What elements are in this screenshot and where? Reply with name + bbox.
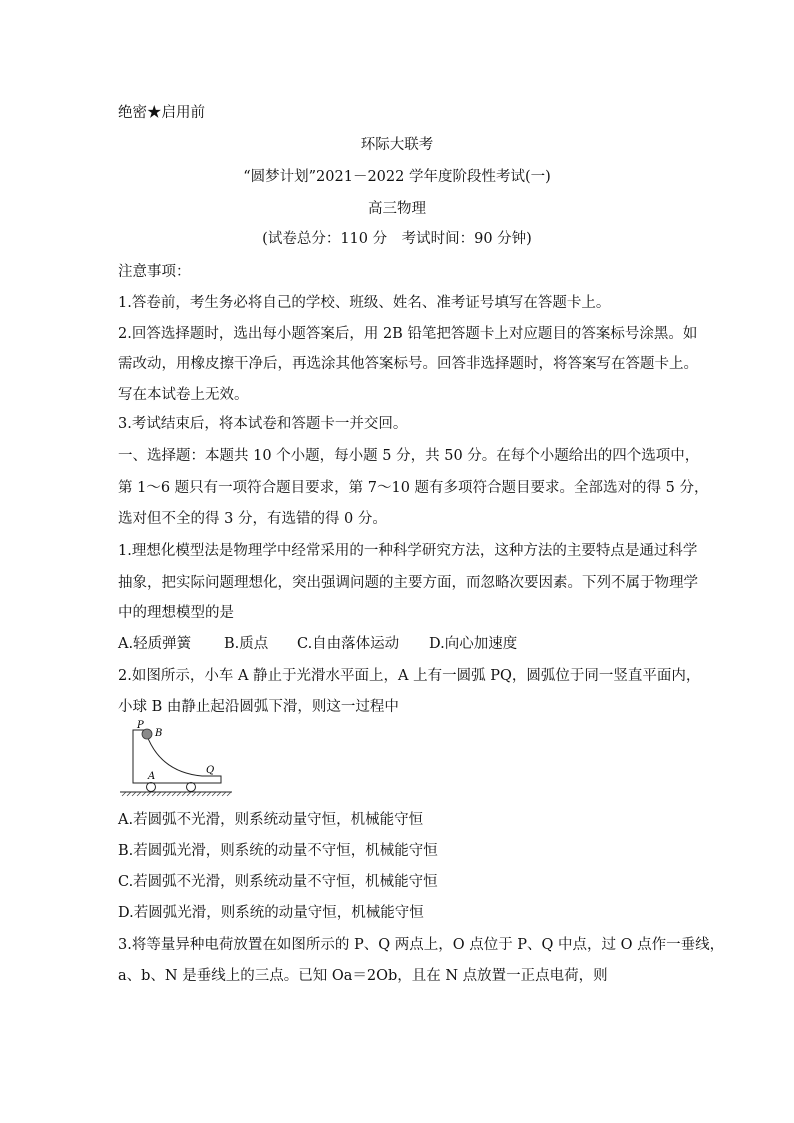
cart-wheel-right [187,783,196,792]
q1-option-a: A.轻质弹簧 [118,636,192,652]
q3-line: a、b、N 是垂线上的三点。已知 Oa＝2Ob，且在 N 点放置一正点电荷，则 [118,968,608,984]
q2-option-a: A.若圆弧不光滑，则系统动量守恒，机械能守恒 [118,812,424,828]
q2-line: 小球 B 由静止起沿圆弧下滑，则这一过程中 [118,699,399,715]
label-b: B [155,728,163,739]
subject-title: 高三物理 [368,201,426,217]
exam-info: (试卷总分：110 分 考试时间：90 分钟) [262,231,532,247]
q1-option-b: B.质点 [224,636,269,652]
note-line: 3.考试结束后，将本试卷和答题卡一并交回。 [118,416,408,432]
cart-arc-figure [118,716,248,802]
q1-line: 抽象，把实际问题理想化，突出强调问题的主要方面，而忽略次要因素。下列不属于物理学 [118,575,698,591]
ground-hatching [122,792,231,796]
exam-organizer: 环际大联考 [360,137,434,153]
cart-arc-diagram [118,716,248,802]
section-line: 第 1～6 题只有一项符合题目要求，第 7～10 题有多项符合题目要求。全部选对的得 5 分， [118,480,709,496]
label-q: Q [206,765,215,776]
q2-line: 2.如图所示，小车 A 静止于光滑水平面上，A 上有一圆弧 PQ，圆弧位于同一竖直平面内， [118,668,701,684]
q2-option-d: D.若圆弧光滑，则系统的动量守恒，机械能守恒 [118,905,424,921]
note-line: 需改动，用橡皮擦干净后，再选涂其他答案标号。回答非选择题时，将答案写在答题卡上。 [118,356,698,372]
label-a: A [148,771,156,782]
q3-line: 3.将等量异种电荷放置在如图所示的 P、Q 两点上，O 点位于 P、Q 中点，过 O 点作一垂线， [118,937,725,953]
q1-options [118,634,517,654]
label-p: P [137,720,144,731]
q1-option-d: D.向心加速度 [429,636,518,652]
q1-line: 1.理想化模型法是物理学中经常采用的一种科学研究方法，这种方法的主要特点是通过科学 [118,543,698,559]
section-line: 选对但不全的得 3 分，有选错的得 0 分。 [118,511,387,527]
cart-wheel-left [147,783,156,792]
note-line: 1.答卷前，考生务必将自己的学校、班级、姓名、准考证号填写在答题卡上。 [118,295,611,311]
section-line: 一、选择题：本题共 10 个小题，每小题 5 分，共 50 分。在每个小题给出的四个选项中， [118,448,700,464]
secret-label: 绝密★启用前 [118,105,205,121]
q2-option-c: C.若圆弧不光滑，则系统动量不守恒，机械能守恒 [118,874,438,890]
q1-line: 中的理想模型的是 [118,605,234,621]
notes-title: 注意事项： [118,264,191,280]
q1-option-c: C.自由落体运动 [297,636,400,652]
note-line: 写在本试卷上无效。 [118,387,249,403]
note-line: 2.回答选择题时，选出每小题答案后，用 2B 铅笔把答题卡上对应题目的答案标号涂黑。如 [118,326,698,342]
exam-title: “圆梦计划”2021－2022 学年度阶段性考试(一) [243,169,551,185]
q2-option-b: B.若圆弧光滑，则系统的动量不守恒，机械能守恒 [118,843,438,859]
